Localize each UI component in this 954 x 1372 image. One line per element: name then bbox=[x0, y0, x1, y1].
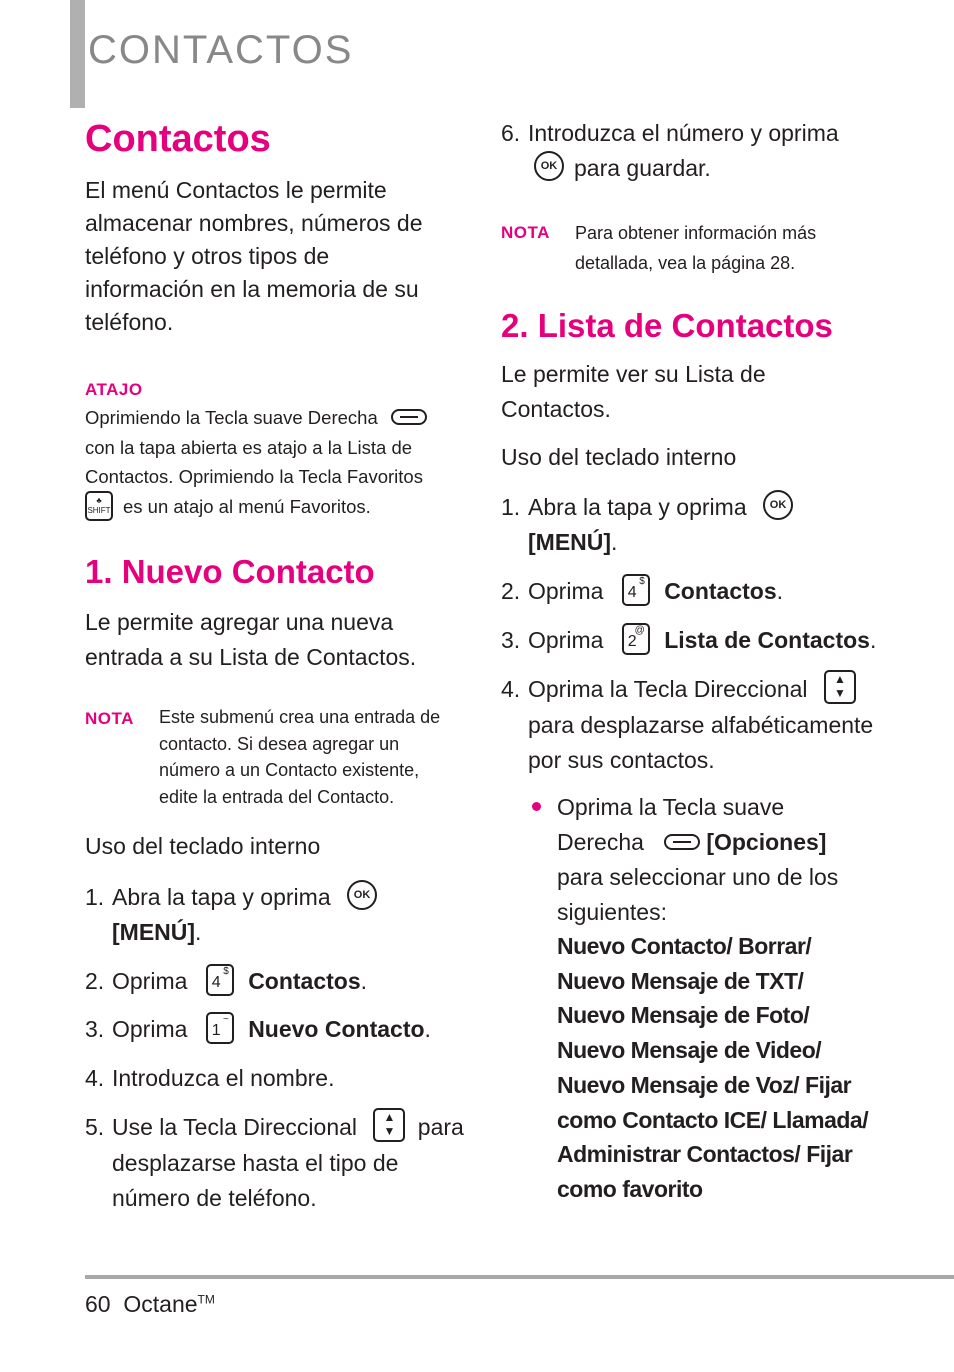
subhead-keypad: Uso del teclado interno bbox=[85, 833, 321, 859]
footer bbox=[85, 1293, 215, 1316]
shortcut-text-2: con la tapa abierta es atajo a la Lista de Contactos. Oprimiendo la Tecla Favoritos bbox=[85, 436, 423, 487]
ok-icon: OK bbox=[534, 151, 564, 181]
option-line: como Contacto ICE/ Llamada/ bbox=[557, 1106, 869, 1133]
step-1: 1. Abra la tapa y oprima OK [MENÚ]. bbox=[85, 880, 455, 950]
header-bar bbox=[70, 0, 85, 108]
key-4-icon: 4 $ bbox=[622, 574, 650, 606]
shortcut-text-1: Oprimiendo la Tecla suave Derecha bbox=[85, 407, 378, 428]
step-2: 2. Oprima 4 $ Contactos. bbox=[85, 965, 368, 994]
section2-description: Le permite ver su Lista de Contactos. bbox=[501, 361, 766, 422]
step-4: 4. Introduzca el nombre. bbox=[85, 1065, 335, 1091]
note-text: Este submenú crea una entrada de contacto. Si desea agregar un número a un Contacto existente, edite la entrada del Contacto. bbox=[159, 707, 441, 807]
step-1: 1. Abra la tapa y oprima OK [MENÚ]. bbox=[501, 490, 921, 560]
section-heading-lista-de-contactos: 2. Lista de Contactos bbox=[501, 307, 833, 344]
key-2-icon: 2 @ bbox=[622, 623, 650, 655]
shift-key-icon: ♣ SHIFT bbox=[85, 491, 113, 521]
bullet-item: Oprima la Tecla suave Derecha [Opciones] para seleccionar uno de los siguientes: bbox=[557, 794, 839, 925]
option-line: Nuevo Mensaje de Video/ bbox=[557, 1037, 822, 1064]
navigation-key-icon: ▲ ▼ bbox=[373, 1108, 405, 1142]
note-label: NOTA bbox=[85, 709, 134, 728]
option-line: Administrar Contactos/ Fijar bbox=[557, 1141, 853, 1168]
section-title: CONTACTOS bbox=[88, 28, 354, 72]
ok-icon: OK bbox=[347, 880, 377, 910]
footer-divider bbox=[85, 1275, 954, 1279]
bullet-dot bbox=[532, 802, 541, 811]
key-4-icon: 4 $ bbox=[206, 964, 234, 996]
step-6: 6. Introduzca el número y oprima OK para guardar. bbox=[501, 120, 839, 181]
section1-description: Le permite agregar una nueva entrada a su Lista de Contactos. bbox=[85, 609, 417, 670]
step-3: 3. Oprima 1 ~ Nuevo Contacto. bbox=[85, 1013, 431, 1042]
navigation-key-icon: ▲ ▼ bbox=[824, 670, 856, 704]
option-line: Nuevo Mensaje de Foto/ bbox=[557, 1002, 810, 1029]
product-name: Octane bbox=[123, 1291, 198, 1317]
step-4: 4. Oprima la Tecla Direccional ▲ ▼ para desplazarse alfabéticamente por sus contactos. bbox=[501, 671, 874, 773]
ok-icon: OK bbox=[763, 490, 793, 520]
intro-paragraph: El menú Contactos le permite almacenar nombres, números de teléfono y otros tipos de información en la memoria de su teléfono. bbox=[85, 177, 423, 335]
option-line: Nuevo Contacto/ Borrar/ bbox=[557, 933, 812, 959]
step-2: 2. Oprima 4 $ Contactos. bbox=[501, 575, 784, 604]
option-line: como favorito bbox=[557, 1175, 703, 1202]
shortcut-text-3: es un atajo al menú Favoritos. bbox=[123, 495, 371, 517]
options-list bbox=[557, 929, 921, 1207]
page-title: Contactos bbox=[85, 118, 271, 160]
step-5: 5. Use la Tecla Direccional ▲ ▼ para desplazarse hasta el tipo de número de teléfono. bbox=[85, 1109, 464, 1211]
right-soft-key-icon bbox=[391, 409, 427, 425]
option-line: Nuevo Mensaje de Voz/ Fijar bbox=[557, 1071, 852, 1098]
option-line: Nuevo Mensaje de TXT/ bbox=[557, 967, 804, 994]
shortcut-label: ATAJO bbox=[85, 380, 143, 399]
note-text: Para obtener información más detallada, vea la página 28. bbox=[575, 223, 817, 273]
shortcut-text bbox=[85, 403, 455, 523]
page-number: 60 bbox=[85, 1291, 111, 1317]
subhead-keypad: Uso del teclado interno bbox=[501, 444, 737, 470]
key-1-icon: 1 ~ bbox=[206, 1012, 234, 1044]
note-label: NOTA bbox=[501, 223, 550, 242]
trademark: TM bbox=[197, 1292, 215, 1307]
section-heading-nuevo-contacto: 1. Nuevo Contacto bbox=[85, 553, 375, 590]
step-3: 3. Oprima 2 @ Lista de Contactos. bbox=[501, 624, 877, 653]
right-soft-key-icon bbox=[664, 834, 700, 850]
